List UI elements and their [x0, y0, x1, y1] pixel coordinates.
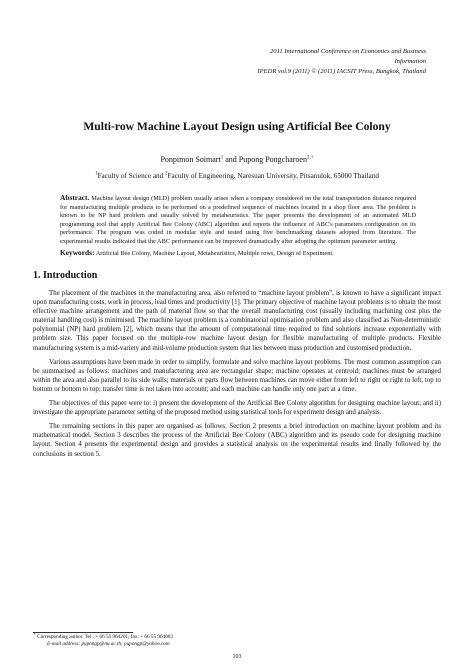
abstract-text: Machine layout design (MLD) problem usually arises when a company considered on the total transportation distance required for manufacturing multiple products to be performed on a predefined sequence of machines located in a shop floor area. The problem is known to be NP hard problem and usually solved by metaheuristics. The paper presents the development of an automated MLD programming tool that apply Artificial Bee Colony (ABC) algorithm and reports the influence of ABC's parameters configuration on its performance. The program was coded in modular style and tested using five benchmarking datasets adopted from literature. The experimental results indicated that the ABC performance can be improved dramatically after adopting the optimum parameter setting.: [60, 195, 416, 245]
footnote: [33, 634, 441, 648]
keywords-label: Keywords:: [60, 248, 95, 257]
affiliation-line: [30, 172, 444, 180]
keywords-block: [60, 249, 416, 259]
conference-header: [126, 47, 426, 76]
author-1: Ponpimon Soimart: [160, 155, 221, 164]
author-connector: and: [223, 155, 239, 164]
author-1-sup: 1: [220, 155, 224, 161]
keywords-text: Artificial Bee Colony, Machine Layout, Metaheuristics, Multiple rows, Design of Experiment.: [94, 250, 334, 257]
conference-line-1: 2011 International Conference on Economics and Business: [269, 48, 426, 55]
affiliation-text-1: Faculty of Science and: [97, 172, 166, 180]
paper-title: Multi-row Machine Layout Design using Artificial Bee Colony: [83, 120, 391, 133]
authors-line: [40, 155, 434, 164]
conference-line-3: IPEDR vol.9 (2011) © (2011) IACSIT Press, Bangkok, Thailand: [257, 67, 426, 75]
affiliation-sup-1: 1: [95, 171, 98, 177]
abstract-label: Abstract.: [60, 193, 90, 202]
section-heading-introduction: 1. Introduction: [33, 270, 98, 281]
introduction-body: [33, 289, 441, 464]
author-2: Pupong Pongcharoen: [238, 155, 307, 164]
intro-paragraph: The remaining sections in this paper are organised as follows. Section 2 presents a brief introduction on machine layout problem and its mathematical model. Section 3 describes the process of the Artificial Bee Colony (ABC) algorithm and its pseudo code for designing machine layout. Section 4 presents the experimental design and provides a statistical analysis on the experimental results and finally followed by the conclusions in section 5.: [33, 423, 441, 458]
intro-paragraph: Various assumptions have been made in order to simplify, formulate and solve machine layout problems. The most common assumption can be summarised as follows: machines and manufacturing area are rectangular shape; machine operates at centroid; machines must be arranged within the area and also parallel to its side walls; materials or parts flow between machines can move either from left to right or right to left, top to bottom or bottom to top; transfer time is not taken into account; and each machine can handle only one part at a time.: [33, 358, 441, 393]
footnote-divider: [33, 632, 133, 633]
page-number: 103: [232, 654, 242, 660]
footnote-line-1: [33, 634, 441, 641]
footnote-corresponding: Corresponding author. Tel.: + 66 55 964201; fax: + 66 55 964003: [35, 634, 173, 640]
author-2-sup: 2,+: [306, 155, 314, 161]
footnote-email: E-mail address: pupongp@nu.ac.th; pupongp@yahoo.com: [47, 641, 170, 647]
affiliation-text-2: Faculty of Engineering, Naresuan University, Pitsanulok, 65000 Thailand: [167, 172, 379, 180]
conference-line-2: Information: [394, 57, 426, 65]
intro-paragraph: The placement of the machines in the manufacturing area, also referred to “machine layout problem”, is known to have a significant impact upon manufacturing costs, work in process, lead times and productivity [1]. The primary objective of machine layout problems is to obtain the most effective machine arrangement and the path of material flow so that the overall manufacturing cost (usually including machining cost plus the material handling cost) is minimised. The machine layout problem is a combinatorial optimisation problem and also classified as Non-deterministic polynomial (NP) hard problem [2], which means that the amount of computational time required to find solutions increase exponentially with problem size. This paper focused on the multiple-row machine layout design for flexible manufacturing of multiple products. Flexible manufacturing system is a mid-variety and mid-volume production system that lies between mass production and customised production.: [33, 290, 441, 352]
intro-paragraph: The objectives of this paper were to: i) present the development of the Artificial Bee Colony algorithm for designing machine layout; and ii) investigate the appropriate parameter setting of the proposed method using statistical tools for experiment design and analysis.: [33, 400, 441, 417]
abstract-block: [60, 194, 416, 247]
footnote-marker: +: [33, 632, 36, 638]
affiliation-sup-2: 2: [165, 171, 168, 177]
